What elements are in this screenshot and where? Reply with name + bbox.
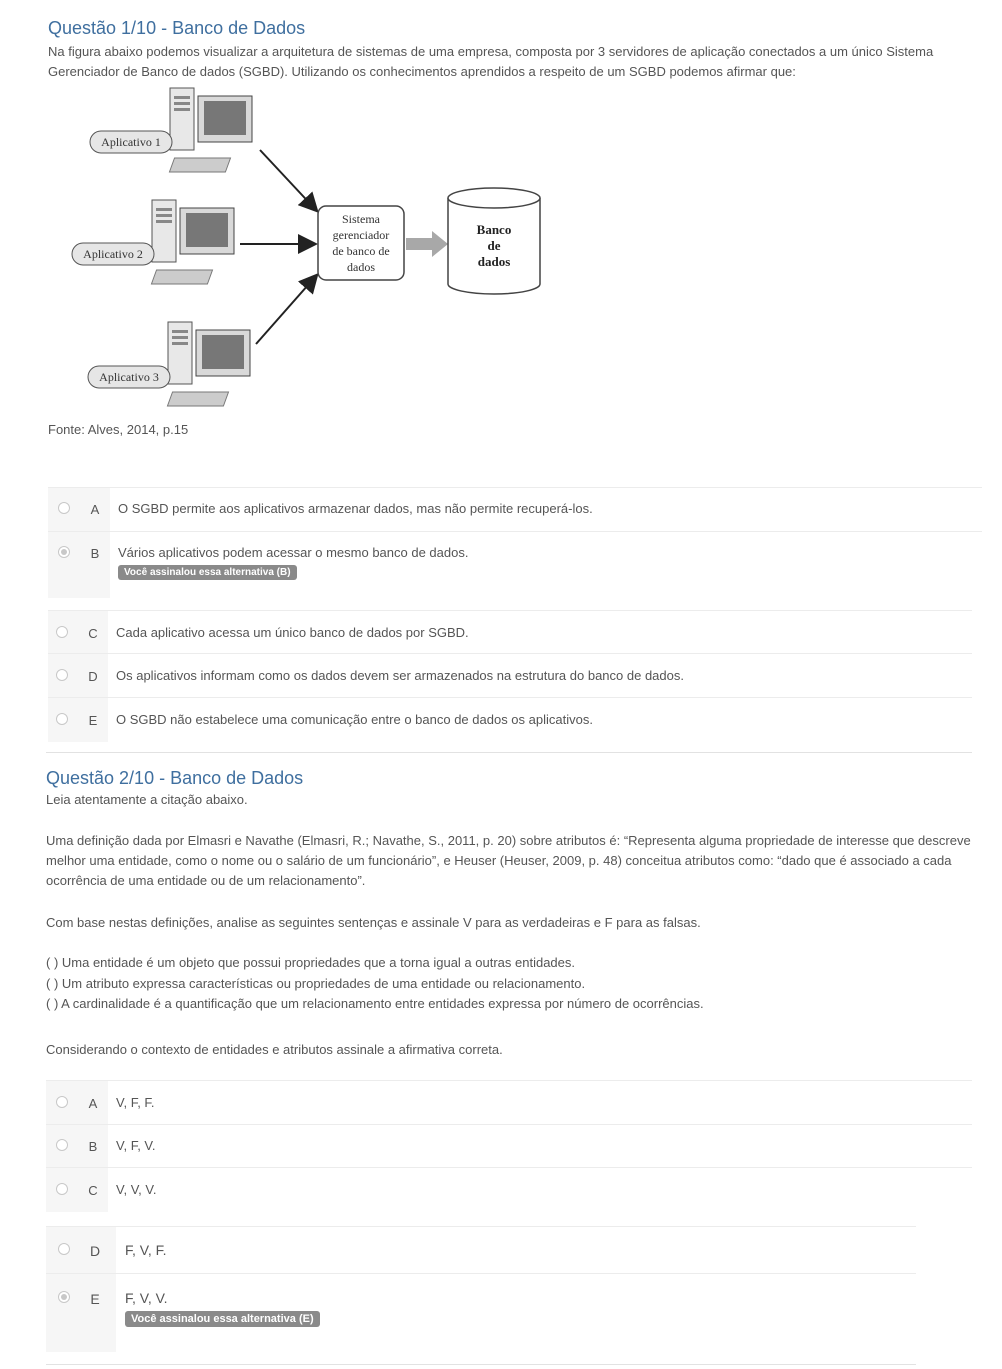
radio-button[interactable] <box>56 1096 68 1108</box>
option-b[interactable] <box>48 531 982 598</box>
app-3-label: Aplicativo 3 <box>99 370 159 384</box>
option-text: Cada aplicativo acessa um único banco de dados por SGBD. <box>116 625 469 640</box>
question-divider <box>46 1364 916 1365</box>
selected-answer-badge: Você assinalou essa alternativa (E) <box>125 1311 320 1327</box>
radio-button-selected[interactable] <box>58 546 70 558</box>
sentence-1: ( ) Uma entidade é um objeto que possui propriedades que a torna igual a outras entidades. <box>46 955 576 970</box>
option-e[interactable] <box>48 697 972 742</box>
option-letter: B <box>90 546 100 561</box>
sentence-3: ( ) A cardinalidade é a quantificação que um relacionamento entre entidades expressa por número de ocorrências. <box>46 996 704 1011</box>
sgbd-label-line1: Sistema <box>342 212 380 226</box>
database-label-line1: Banco <box>476 222 512 237</box>
option-b[interactable] <box>46 1124 972 1168</box>
radio-button[interactable] <box>56 1183 68 1195</box>
option-text: V, F, V. <box>116 1138 156 1153</box>
question-2-prompt: Considerando o contexto de entidades e atributos assinale a afirmativa correta. <box>46 1042 503 1057</box>
radio-button[interactable] <box>58 1243 70 1255</box>
computer-icon <box>167 322 250 406</box>
architecture-diagram <box>60 86 560 416</box>
option-text: V, F, F. <box>116 1095 155 1110</box>
option-text: O SGBD permite aos aplicativos armazenar dados, mas não permite recuperá-los. <box>118 501 593 516</box>
option-letter: A <box>90 502 100 517</box>
sgbd-label-line2: gerenciador <box>332 228 390 242</box>
option-d[interactable] <box>48 653 972 698</box>
radio-button[interactable] <box>58 502 70 514</box>
radio-button[interactable] <box>56 669 68 681</box>
radio-button[interactable] <box>56 1139 68 1151</box>
radio-button-selected[interactable] <box>58 1291 70 1303</box>
computer-icon <box>169 88 252 172</box>
question-1-statement: Na figura abaixo podemos visualizar a arquitetura de sistemas de uma empresa, composta por 3 servidores de aplicação conectados a um único Sistema Gerenciador de Banco de dados (SGBD). Utilizando os conhecimentos aprendidos a respeito de um SGBD podemos afirmar que: <box>48 44 934 79</box>
option-letter: C <box>88 1183 98 1198</box>
option-letter: B <box>88 1139 98 1154</box>
option-c[interactable] <box>48 610 972 654</box>
question-2-intro: Leia atentamente a citação abaixo. <box>46 792 248 807</box>
option-text: O SGBD não estabelece uma comunicação entre o banco de dados os aplicativos. <box>116 712 593 727</box>
question-1-title: Questão 1/10 - Banco de Dados <box>48 18 306 38</box>
option-text: Os aplicativos informam como os dados devem ser armazenados na estrutura do banco de dados. <box>116 668 684 683</box>
app-1-label: Aplicativo 1 <box>101 135 161 149</box>
selected-answer-badge: Você assinalou essa alternativa (B) <box>118 565 297 580</box>
option-letter: A <box>88 1096 98 1111</box>
sentence-2: ( ) Um atributo expressa características ou propriedades de uma entidade ou relacionamento. <box>46 976 586 991</box>
option-text: F, V, F. <box>125 1242 167 1258</box>
sgbd-label-line4: dados <box>347 260 375 274</box>
question-2-instruction: Com base nestas definições, analise as seguintes sentenças e assinale V para as verdadeiras e F para as falsas. <box>46 915 701 930</box>
option-letter: D <box>88 669 98 684</box>
option-letter: E <box>90 1291 100 1307</box>
database-label-line3: dados <box>477 254 511 269</box>
option-text: V, V, V. <box>116 1182 157 1197</box>
option-c[interactable] <box>46 1167 972 1212</box>
option-e[interactable] <box>46 1273 916 1352</box>
radio-button[interactable] <box>56 626 68 638</box>
option-letter: E <box>88 713 98 728</box>
question-2-title: Questão 2/10 - Banco de Dados <box>46 768 304 788</box>
app-2-label: Aplicativo 2 <box>83 247 143 261</box>
question-2-citation: Uma definição dada por Elmasri e Navathe (Elmasri, R.; Navathe, S., 2011, p. 20) sobre atributos é: “Representa alguma propriedade de interesse que descreve melhor uma entidade, como o nome ou o salário de um funcionário”, e Heuser (Heuser, 2009, p. 48) conceitua atributos como: “dado que é associado a cada ocorrência de uma entidade ou de um relacionamento”. <box>46 833 971 888</box>
option-a[interactable] <box>46 1080 972 1125</box>
option-d[interactable] <box>46 1226 916 1274</box>
option-letter: C <box>88 626 98 641</box>
question-divider <box>46 752 972 753</box>
option-text: F, V, V. <box>125 1290 168 1306</box>
sgbd-label-line3: de banco de <box>332 244 390 258</box>
radio-button[interactable] <box>56 713 68 725</box>
option-a[interactable] <box>48 487 982 532</box>
computer-icon <box>151 200 234 284</box>
option-letter: D <box>89 1243 101 1259</box>
database-label-line2: de <box>487 238 501 253</box>
figure-source: Fonte: Alves, 2014, p.15 <box>48 422 189 437</box>
option-text: Vários aplicativos podem acessar o mesmo banco de dados. <box>118 545 469 560</box>
